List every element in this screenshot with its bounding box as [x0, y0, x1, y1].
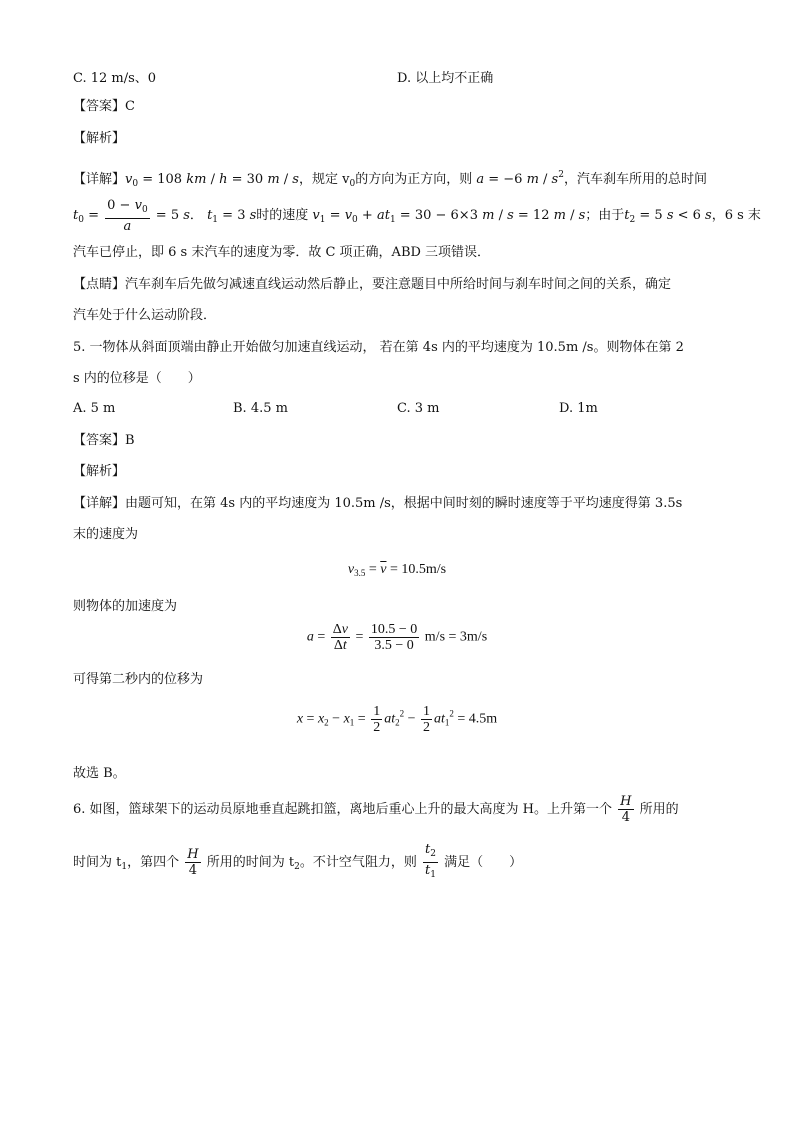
q4-option-d: D. 以上均不正确	[397, 71, 494, 86]
q5-equation-velocity: $v_{3.5} = \overline{v} = 10.5m/s$	[347, 562, 447, 578]
q4-comment-line2: 汽车处于什么运动阶段．	[73, 308, 217, 323]
q5-equation-displacement: $x = x_2 - x_1$ = $\frac{1}{2}$ $at_2^2$ − $\frac{1}{2}$ $at_1^2 = 4.5m$	[296, 704, 498, 735]
q4-detail-line3: 汽车已停止，即 6 s 末汽车的速度为零．故 C 项正确，ABD 三项错误．	[73, 245, 491, 260]
q5-equation-acceleration: a = $\frac{\Delta v}{\Delta t}$ = $\frac{10.5 - 0}{3.5 - 0}$ m/s = 3m/s	[306, 622, 488, 653]
q5-conclusion: 故选 B。	[73, 766, 126, 781]
q5-stem-line2: s 内的位移是（ ）	[73, 371, 201, 386]
q5-detail-line2: 末的速度为	[73, 527, 139, 542]
q5-detail-line1: 【详解】由题可知，在第 4s 内的平均速度为 10.5m /s，根据中间时刻的瞬时速度等于平均速度得第 3.5s	[73, 496, 683, 511]
q5-stem-line1: 5. 一物体从斜面顶端由静止开始做匀加速直线运动， 若在第 4s 内的平均速度为 10.5m /s。则物体在第 2	[73, 340, 684, 355]
q5-displacement-intro: 可得第二秒内的位移为	[73, 672, 204, 687]
q5-accel-intro: 则物体的加速度为	[73, 599, 178, 614]
q5-option-a: A. 5 m	[73, 401, 116, 416]
q4-option-c: C. 12 m/s、0	[73, 71, 157, 86]
q5-analysis-heading: 【解析】	[73, 464, 126, 479]
q5-option-d: D. 1m	[559, 401, 598, 416]
q4-answer: 【答案】C	[73, 99, 135, 114]
q5-answer: 【答案】B	[73, 433, 135, 448]
q4-detail-line1: 【详解】$v_0 = 108$ km / h = 30 m / s，规定 $v_0$的方向为正方向，则 a = −6 m / $s^2$，汽车刹车所用的总时间	[73, 170, 707, 189]
q6-stem-line1: 6. 如图，篮球架下的运动员原地垂直起跳扣篮，离地后重心上升的最大高度为 H。上升第一个 $\frac{H}{4}$ 所用的	[73, 794, 679, 825]
q4-detail-line2: $t_0$ = $\frac{0 - v_0}{a}$ = 5 s． $t_1 = 3$ s时的速度 $v_1 = v_0 + at_1 = 30 - 6\times 3$ m / s = 12 m / s；由于$t_2 = 5$ s < 6 s，6 s 末	[73, 197, 761, 234]
q6-stem-line2: 时间为 $t_1$，第四个 $\frac{H}{4}$ 所用的时间为 $t_2$。不计空气阻力，则 $\frac{t_2}{t_1}$ 满足（ ）	[73, 842, 523, 880]
q5-option-c: C. 3 m	[397, 401, 440, 416]
q4-detail-label: 【详解】	[73, 172, 126, 187]
q4-comment-line1: 【点睛】汽车刹车后先做匀减速直线运动然后静止，要注意题目中所给时间与刹车时间之间的关系，确定	[73, 277, 672, 292]
q5-option-b: B. 4.5 m	[233, 401, 288, 416]
q4-analysis-heading: 【解析】	[73, 131, 126, 146]
